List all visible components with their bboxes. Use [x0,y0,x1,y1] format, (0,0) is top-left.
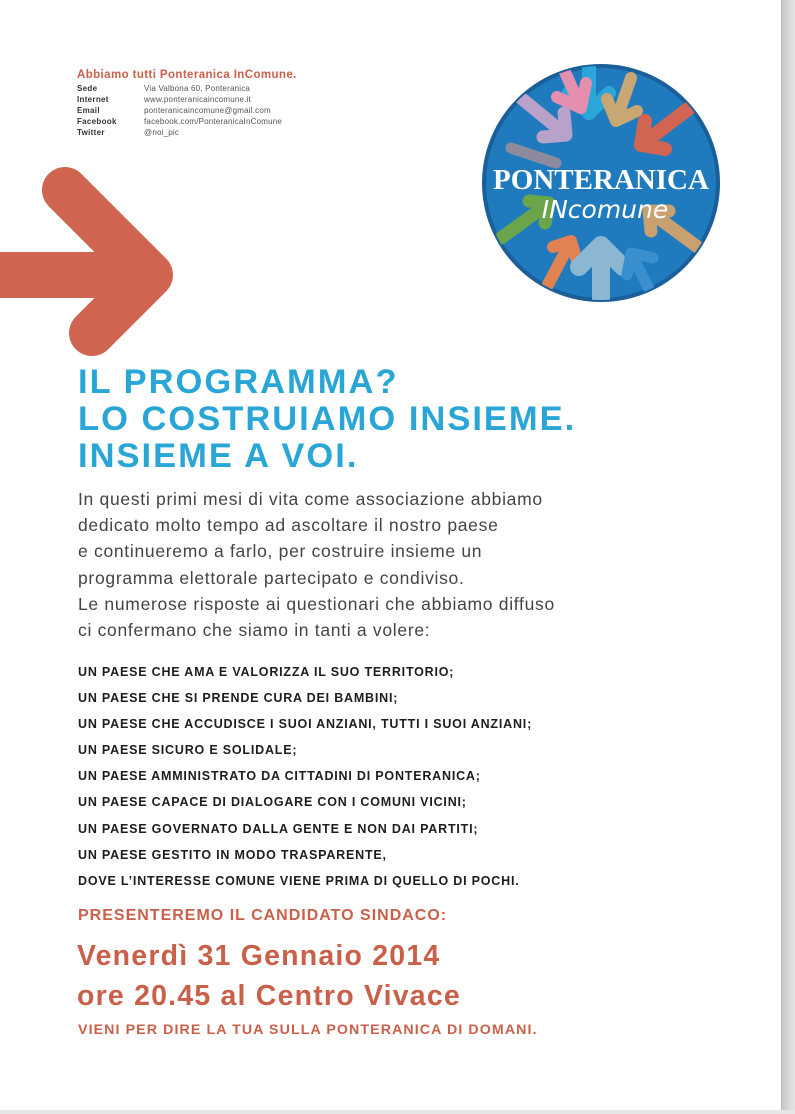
event-details [77,936,461,1016]
candidate-announcement: PRESENTEREMO IL CANDIDATO SINDACO: [78,907,448,924]
contact-label: Email [77,106,100,115]
contact-row-twitter [77,127,297,138]
contact-value: facebook.com/PonteranicaInComune [144,117,283,126]
headline-line: LO COSTRUIAMO INSIEME. [78,400,577,438]
headline [78,364,576,475]
ponteranica-incomune-logo [481,63,721,303]
list-item: UN PAESE GOVERNATO DALLA GENTE E NON DAI PARTITI; [78,821,479,836]
intro-line: In questi primi mesi di vita come associazione abbiamo [78,489,543,509]
intro-line: programma elettorale partecipato e condiviso. [78,567,465,588]
page-shadow [782,0,795,1114]
event-time-place: ore 20.45 al Centro Vivace [77,980,461,1012]
contact-value: ponteranicaincomune@gmail.com [144,106,271,115]
list-item: UN PAESE CAPACE DI DIALOGARE CON I COMUNI VICINI; [78,795,467,810]
contact-label: Internet [77,95,109,104]
contact-value: Via Valbona 60, Ponteranica [144,84,251,93]
contact-row-sede [77,83,297,94]
association-name: Abbiamo tutti Ponteranica InComune. [77,69,297,81]
intro-paragraph [78,486,555,643]
contact-value: @noi_pic [144,128,180,137]
contact-row-internet [77,94,297,105]
logo-subtitle: INcomune [541,195,669,224]
call-to-action: VIENI PER DIRE LA TUA SULLA PONTERANICA DI DOMANI. [78,1022,538,1038]
intro-line: Le numerose risposte ai questionari che abbiamo diffuso [78,593,555,614]
contact-row-email [77,105,297,116]
contact-row-facebook [77,116,297,127]
list-item: UN PAESE AMMINISTRATO DA CITTADINI DI PONTERANICA; [78,769,481,784]
logo-title: PONTERANICA [493,164,709,196]
contact-label: Sede [77,84,98,93]
contact-label: Twitter [77,128,105,137]
page-shadow [0,1110,795,1114]
contact-label: Facebook [77,117,117,126]
event-date: Venerdì 31 Gennaio 2014 [77,940,441,972]
list-item: UN PAESE CHE SI PRENDE CURA DEI BAMBINI; [78,691,399,706]
contact-value: www.ponteranicaincomune.it [144,95,252,104]
intro-line: dedicato molto tempo ad ascoltare il nostro paese [78,515,499,536]
headline-line: INSIEME A VOI. [78,437,359,475]
list-item: UN PAESE CHE ACCUDISCE I SUOI ANZIANI, TUTTI I SUOI ANZIANI; [78,717,533,732]
contact-block [77,70,297,138]
intro-line: ci confermano che siamo in tanti a volere: [78,620,431,641]
goals-list [78,659,532,894]
list-item: UN PAESE GESTITO IN MODO TRASPARENTE, [78,847,387,862]
headline-line: IL PROGRAMMA? [78,363,399,401]
arrow-right-icon [0,160,200,375]
intro-line: e continueremo a farlo, per costruire insieme un [78,541,483,562]
list-item: UN PAESE SICURO E SOLIDALE; [78,743,298,758]
list-item: UN PAESE CHE AMA E VALORIZZA IL SUO TERRITORIO; [78,665,455,679]
list-item: DOVE L’INTERESSE COMUNE VIENE PRIMA DI QUELLO DI POCHI. [78,873,520,888]
